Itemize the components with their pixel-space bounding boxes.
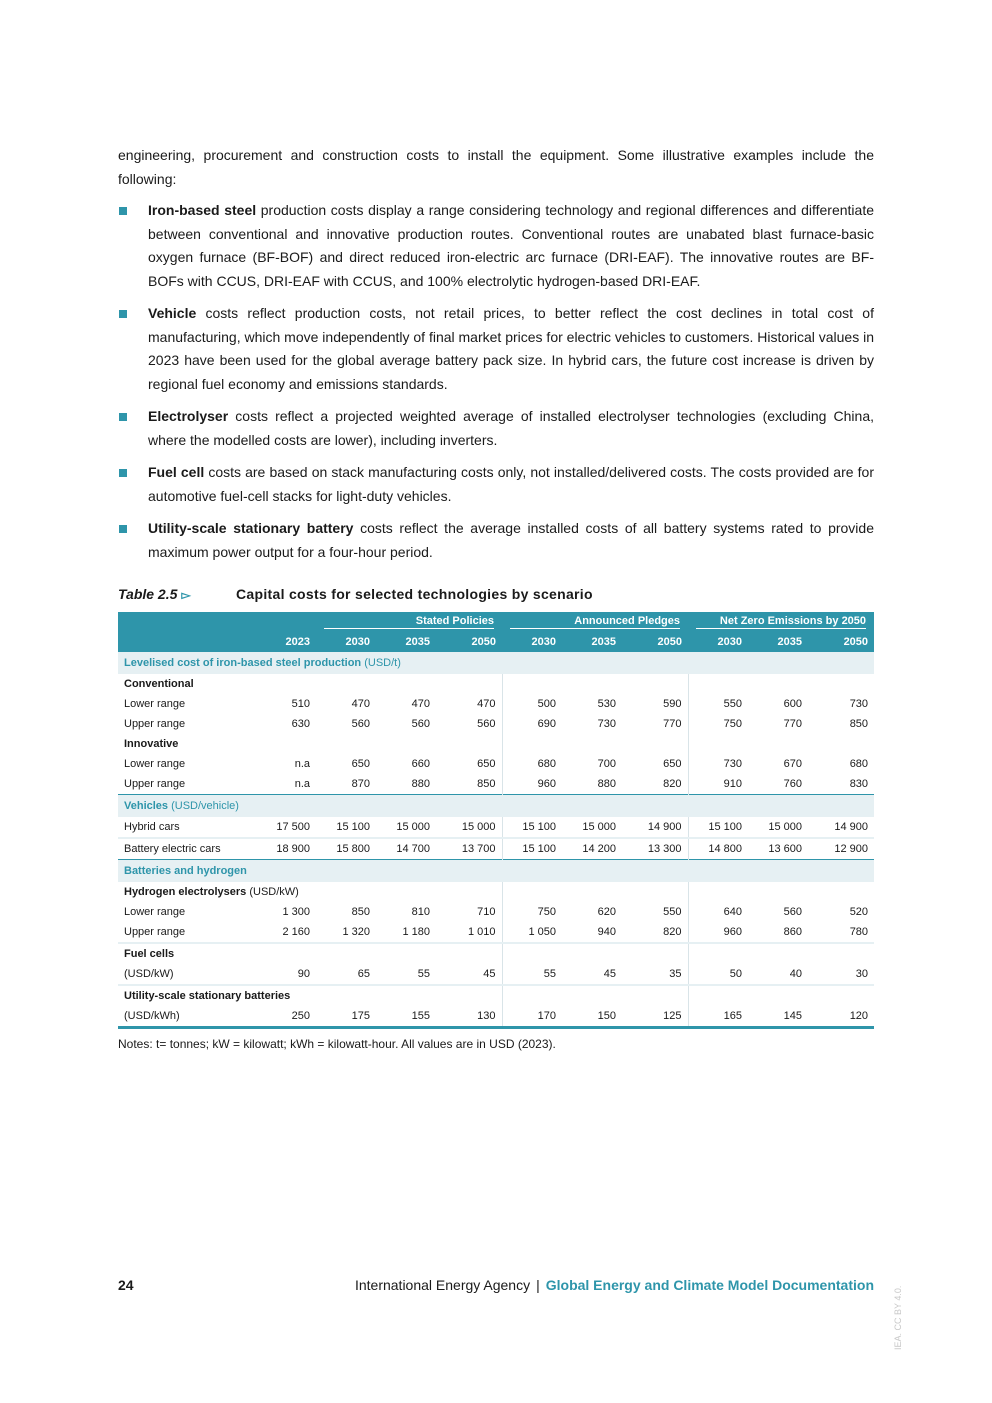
scenario-header: Net Zero Emissions by 2050 bbox=[688, 612, 874, 632]
table-header-years bbox=[118, 632, 874, 652]
table-cell: 45 bbox=[603, 968, 616, 980]
table-cell: 880 bbox=[597, 778, 616, 790]
table-row bbox=[118, 902, 874, 922]
table-cell: 65 bbox=[357, 968, 370, 980]
table-row bbox=[118, 714, 874, 734]
year-header: 2035 bbox=[562, 632, 622, 652]
table-cell: 18 900 bbox=[264, 838, 316, 860]
scenario-header: Stated Policies bbox=[316, 612, 502, 632]
table-cell: 15 100 bbox=[502, 838, 562, 860]
group-row: Hydrogen electrolysers (USD/kW) bbox=[118, 882, 874, 902]
table-notes: Notes: t= tonnes; kW = kilowatt; kWh = kilowatt-hour. All values are in USD (2023). bbox=[118, 1037, 556, 1051]
table-cell: 850 bbox=[477, 778, 496, 790]
table-cell: 50 bbox=[688, 964, 748, 985]
table-cell: 15 100 bbox=[502, 817, 562, 838]
table-cell: 520 bbox=[849, 906, 869, 918]
square-bullet-icon bbox=[119, 525, 127, 533]
table-cell: 30 bbox=[855, 968, 869, 980]
table-cell: 760 bbox=[783, 778, 803, 790]
table-title: Capital costs for selected technologies by scenario bbox=[236, 586, 593, 602]
table-cell: 55 bbox=[502, 964, 562, 985]
row-label: Lower range bbox=[124, 906, 186, 918]
bullet-text: costs reflect the average installed costs of all battery systems rated to provide maximum power output for a four-hour period. bbox=[148, 520, 874, 560]
footer-doc-title: Global Energy and Climate Model Documentation bbox=[545, 1277, 874, 1293]
table-row bbox=[118, 838, 874, 860]
table-cell: 45 bbox=[483, 968, 496, 980]
table-row bbox=[118, 1006, 874, 1028]
table-cell: 15 100 bbox=[688, 817, 748, 838]
table-cell: 14 800 bbox=[688, 838, 748, 860]
group-row: Utility-scale stationary batteries bbox=[118, 985, 874, 1006]
table-cell: 810 bbox=[411, 906, 430, 918]
bullet-term: Fuel cell bbox=[148, 464, 205, 480]
table-cell: 560 bbox=[783, 906, 803, 918]
table-row bbox=[118, 774, 874, 795]
table-row bbox=[118, 754, 874, 774]
table-cell: 14 700 bbox=[376, 838, 436, 860]
table-cell: 650 bbox=[663, 758, 682, 770]
row-label: (USD/kW) bbox=[124, 968, 174, 980]
table-cell: 145 bbox=[748, 1006, 808, 1028]
group-row: Fuel cells bbox=[118, 943, 874, 964]
table-cell: 1 010 bbox=[467, 926, 496, 938]
bullet-term: Iron-based steel bbox=[148, 202, 257, 218]
year-header: 2035 bbox=[376, 632, 436, 652]
year-header: 2030 bbox=[502, 632, 562, 652]
table-cell: 15 000 bbox=[582, 821, 616, 833]
table-row bbox=[118, 964, 874, 985]
page-number: 24 bbox=[118, 1277, 134, 1293]
table-cell: 12 900 bbox=[808, 838, 874, 860]
year-header: 2030 bbox=[316, 632, 376, 652]
table-cell: 13 600 bbox=[748, 838, 808, 860]
table-cell: 35 bbox=[669, 968, 682, 980]
table-row bbox=[118, 694, 874, 714]
table-cell: 14 900 bbox=[647, 821, 682, 833]
table-cell: 1 180 bbox=[402, 926, 430, 938]
table-cell: 680 bbox=[502, 754, 562, 774]
list-item bbox=[118, 461, 874, 508]
bullet-text: production costs display a range considering technology and regional differences and differentiate between conventional and innovative production routes. Conventional routes are unabated blast furnace-basic oxygen furnace (BF-BOF) and direct reduced iron-electric arc furnace (DRI-EAF). The innovative routes are BF-BOFs with CCUS, DRI-EAF with CCUS, and 100% electrolytic hydrogen-based DRI-EAF. bbox=[148, 202, 874, 289]
table-cell: 620 bbox=[597, 906, 616, 918]
table-cell: 830 bbox=[849, 778, 869, 790]
square-bullet-icon bbox=[119, 207, 127, 215]
bullet-text: costs reflect a projected weighted average of installed electrolyser technologies (excluding China, where the modelled costs are lower), including inverters. bbox=[148, 408, 874, 448]
page-content bbox=[118, 143, 874, 1051]
table-cell: 560 bbox=[477, 718, 496, 730]
year-header: 2050 bbox=[808, 632, 874, 652]
section-row: Vehicles (USD/vehicle) bbox=[118, 795, 874, 818]
table-cell: 560 bbox=[411, 718, 430, 730]
table-cell: 510 bbox=[291, 698, 310, 710]
table-row bbox=[118, 817, 874, 838]
list-item bbox=[118, 517, 874, 564]
row-label: (USD/kWh) bbox=[118, 1006, 264, 1028]
list-item bbox=[118, 302, 874, 396]
table-cell: 1 050 bbox=[502, 922, 562, 943]
table-cell: 750 bbox=[688, 714, 748, 734]
table-cell: n.a bbox=[294, 758, 310, 770]
square-bullet-icon bbox=[119, 310, 127, 318]
table-caption bbox=[118, 586, 874, 602]
table-cell: 660 bbox=[411, 758, 430, 770]
table-cell: 700 bbox=[597, 758, 616, 770]
table-cell: 600 bbox=[783, 698, 803, 710]
table-cell: 730 bbox=[597, 718, 616, 730]
table-cell: 470 bbox=[477, 698, 496, 710]
table-cell: 910 bbox=[688, 774, 748, 795]
table-cell: 13 700 bbox=[436, 838, 502, 860]
square-bullet-icon bbox=[119, 413, 127, 421]
table-cell: 40 bbox=[789, 968, 803, 980]
table-cell: 730 bbox=[849, 698, 869, 710]
bullet-text: costs are based on stack manufacturing costs only, not installed/delivered costs. The costs provided are for automotive fuel-cell stacks for light-duty vehicles. bbox=[148, 464, 874, 504]
table-cell: 15 000 bbox=[768, 821, 803, 833]
row-label: Lower range bbox=[124, 698, 186, 710]
table-cell: 870 bbox=[351, 778, 370, 790]
table-cell: 850 bbox=[849, 718, 869, 730]
group-row: Conventional bbox=[118, 674, 874, 694]
table-cell: 150 bbox=[562, 1006, 622, 1028]
table-cell: 960 bbox=[688, 922, 748, 943]
table-cell: 1 320 bbox=[342, 926, 370, 938]
footer-org: International Energy Agency bbox=[354, 1277, 531, 1293]
bullet-term: Vehicle bbox=[148, 305, 197, 321]
table-cell: 590 bbox=[663, 698, 682, 710]
year-header: 2030 bbox=[688, 632, 748, 652]
list-item bbox=[118, 405, 874, 452]
group-row: Innovative bbox=[118, 734, 874, 754]
square-bullet-icon bbox=[119, 469, 127, 477]
table-cell: 55 bbox=[417, 968, 430, 980]
year-header: 2050 bbox=[436, 632, 502, 652]
row-label: Lower range bbox=[124, 758, 186, 770]
table-cell: 650 bbox=[351, 758, 370, 770]
table-cell: 670 bbox=[783, 758, 803, 770]
table-cell: 880 bbox=[411, 778, 430, 790]
table-number: Table 2.5 ▻ bbox=[118, 586, 191, 602]
table-cell: 470 bbox=[351, 698, 370, 710]
row-label: Hybrid cars bbox=[124, 821, 180, 833]
table-cell: 960 bbox=[502, 774, 562, 795]
table-cell: 710 bbox=[477, 906, 496, 918]
table-cell: 640 bbox=[688, 902, 748, 922]
triangle-pointer-icon: ▻ bbox=[181, 588, 191, 602]
table-cell: 17 500 bbox=[276, 821, 310, 833]
table-cell: 470 bbox=[411, 698, 430, 710]
table-cell: 730 bbox=[688, 754, 748, 774]
table-cell: 770 bbox=[783, 718, 803, 730]
year-header: 2023 bbox=[264, 632, 316, 652]
table-cell: 120 bbox=[808, 1006, 874, 1028]
section-row: Levelised cost of iron-based steel production (USD/t) bbox=[118, 652, 874, 674]
footer bbox=[355, 1277, 874, 1293]
list-item bbox=[118, 199, 874, 293]
table-cell: 15 000 bbox=[461, 821, 496, 833]
table-cell: 13 300 bbox=[622, 838, 688, 860]
footer-separator: | bbox=[536, 1277, 540, 1293]
table-cell: 560 bbox=[351, 718, 370, 730]
row-label: Battery electric cars bbox=[118, 838, 264, 860]
table-cell: n.a bbox=[294, 778, 310, 790]
table-cell: 165 bbox=[688, 1006, 748, 1028]
table-cell: 820 bbox=[663, 778, 682, 790]
table-cell: 550 bbox=[663, 906, 682, 918]
table-cell: 850 bbox=[351, 906, 370, 918]
table-cell: 650 bbox=[477, 758, 496, 770]
section-row: Batteries and hydrogen bbox=[118, 860, 874, 883]
table-cell: 15 100 bbox=[336, 821, 370, 833]
table-cell: 770 bbox=[663, 718, 682, 730]
row-label: Upper range bbox=[124, 718, 186, 730]
table-cell: 550 bbox=[688, 694, 748, 714]
license-watermark: IEA. CC BY 4.0. bbox=[893, 1285, 903, 1350]
row-label: Upper range bbox=[124, 926, 186, 938]
table-cell: 15 800 bbox=[316, 838, 376, 860]
intro-paragraph: engineering, procurement and construction costs to install the equipment. Some illustrative examples include the following: bbox=[118, 147, 874, 187]
table-header-scenarios bbox=[118, 612, 874, 632]
table-cell: 820 bbox=[663, 926, 682, 938]
table-cell: 1 300 bbox=[282, 906, 310, 918]
table-cell: 2 160 bbox=[282, 926, 310, 938]
table-cell: 680 bbox=[849, 758, 869, 770]
table-cell: 690 bbox=[502, 714, 562, 734]
bullet-term: Utility-scale stationary battery bbox=[148, 520, 354, 536]
table-cell: 14 900 bbox=[834, 821, 869, 833]
table-cell: 250 bbox=[264, 1006, 316, 1028]
table-cell: 125 bbox=[622, 1006, 688, 1028]
bullet-text: costs reflect production costs, not retail prices, to better reflect the cost declines in total cost of manufacturing, which move independently of final market prices for electric vehicles to customers. Historical values in 2023 have been used for the global average battery pack size. In hybrid cars, the future cost increase is driven by regional fuel economy and emissions standards. bbox=[148, 305, 874, 392]
table-cell: 130 bbox=[436, 1006, 502, 1028]
bullet-term: Electrolyser bbox=[148, 408, 229, 424]
capital-costs-table bbox=[118, 612, 874, 1029]
table-cell: 750 bbox=[502, 902, 562, 922]
table-cell: 90 bbox=[297, 968, 310, 980]
scenario-header: Announced Pledges bbox=[502, 612, 688, 632]
table-cell: 860 bbox=[783, 926, 803, 938]
table-cell: 14 200 bbox=[562, 838, 622, 860]
table-cell: 15 000 bbox=[396, 821, 430, 833]
table-cell: 155 bbox=[376, 1006, 436, 1028]
table-cell: 530 bbox=[597, 698, 616, 710]
table-cell: 175 bbox=[316, 1006, 376, 1028]
table-cell: 780 bbox=[849, 926, 869, 938]
table-cell: 500 bbox=[502, 694, 562, 714]
row-label: Upper range bbox=[124, 778, 186, 790]
bullet-list bbox=[118, 199, 874, 564]
table-cell: 630 bbox=[291, 718, 310, 730]
year-header: 2035 bbox=[748, 632, 808, 652]
year-header: 2050 bbox=[622, 632, 688, 652]
table-cell: 170 bbox=[502, 1006, 562, 1028]
table-row bbox=[118, 922, 874, 943]
table-cell: 940 bbox=[597, 926, 616, 938]
